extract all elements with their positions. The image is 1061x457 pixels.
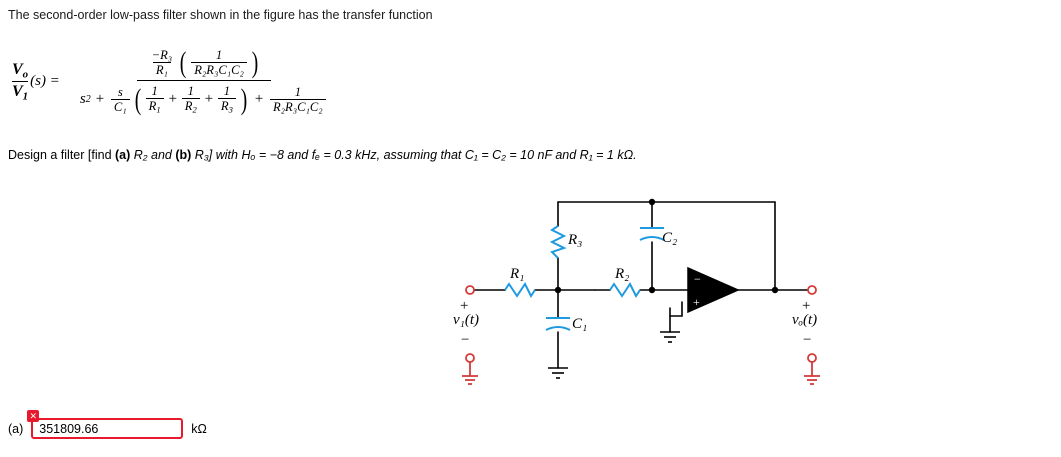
label-output-plus: +: [802, 298, 811, 314]
label-c1: C₁: [572, 316, 588, 332]
op-amp-inverting-label: −: [694, 272, 701, 286]
circuit-svg: [430, 190, 850, 400]
capacitor-c2: [640, 228, 664, 240]
den-inner-frac-3: $\frac{1}{R_3}$: [218, 84, 236, 116]
equation-left-side: [12, 61, 60, 102]
close-paren-numerator: ): [251, 45, 259, 79]
den-plus-2: +: [253, 91, 264, 108]
label-output-minus: −: [803, 332, 812, 348]
design-r3-text: R₃] with: [191, 148, 242, 162]
op-amp-noninverting-label: +: [693, 295, 700, 309]
close-paren-denominator: ): [240, 82, 248, 116]
input-terminal-top: [466, 286, 474, 294]
label-r3: R₃: [568, 232, 583, 248]
lhs-denominator: V: [12, 82, 23, 100]
equation-right-side: [70, 45, 338, 116]
numerator-frac-2: $\frac{1}{\text{R₂R₃C₁C₂}}$: [191, 48, 247, 78]
resistor-r1: [505, 284, 535, 296]
answer-input-a[interactable]: [31, 418, 183, 439]
label-input-minus: −: [461, 332, 470, 348]
open-paren-numerator: (: [179, 45, 187, 79]
circuit-diagram: [430, 190, 850, 400]
den-inner-frac-2: $\frac{1}{R_2}$: [182, 84, 200, 116]
den-term-s-exponent: 2: [85, 94, 91, 106]
equation-numerator: [137, 45, 271, 81]
error-icon: ✕: [27, 410, 39, 422]
open-paren-denominator: (: [134, 82, 141, 116]
resistor-r2: [610, 284, 640, 296]
output-terminal-top: [808, 286, 816, 294]
ground-symbols: [548, 332, 680, 378]
den-inner-frac-1: $\frac{1}{R_1}$: [146, 84, 164, 116]
answer-row: [8, 411, 207, 439]
label-vin: v₁(t): [453, 312, 480, 328]
design-r2-text: R₂ and: [130, 148, 176, 162]
label-c2: C₂: [662, 230, 678, 246]
capacitor-c1: [546, 318, 570, 330]
lhs-numerator-sub: o: [22, 68, 29, 81]
input-terminal-bottom: [462, 354, 478, 384]
design-prefix: Design a filter [find: [8, 148, 115, 162]
answer-unit: kΩ: [191, 421, 207, 436]
design-part-b-label: (b): [175, 148, 192, 162]
label-r1: R₁: [510, 266, 525, 282]
design-part-a-label: (a): [115, 148, 131, 162]
node-c2-top: [649, 199, 655, 205]
lhs-denominator-sub: 1: [22, 90, 29, 103]
wire-noninverting: [670, 302, 682, 316]
numerator-frac-1: $\frac{\text{−R₃}}{\text{R₁}}$: [151, 48, 173, 78]
design-caps-text: C₁ = C₂ = 10 nF and R₁ = 1 kΩ.: [464, 148, 637, 162]
equation-denominator: s 2 + $\frac{s}{\text{C₁}}$ ( $\frac{1}{R_1}$ + $\frac{1}{R_2}$ + $\frac{1}{R_3}$ ) + $\frac{1}{\text{R₂R₃C₁C₂}}$: [70, 81, 338, 116]
den-term-s: s: [79, 91, 86, 108]
denominator-frac-s-c1: $\frac{s}{\text{C₁}}$: [111, 85, 130, 115]
transfer-function-equation: [12, 45, 338, 116]
node-output: [772, 287, 778, 293]
design-ho-text: Hₒ = −8 and: [241, 148, 312, 162]
label-r2: R₂: [615, 266, 630, 282]
label-vout: vₒ(t): [792, 312, 818, 328]
prompt-text: The second-order low-pass filter shown in the figure has the transfer function: [8, 8, 433, 22]
denominator-last-frac: $\frac{1}{\text{R₂R₃C₁C₂}}$: [270, 85, 326, 115]
den-plus-1: +: [94, 91, 105, 108]
output-terminal-bottom: [804, 354, 820, 384]
label-input-plus: +: [460, 298, 469, 314]
design-question-text: [8, 148, 637, 162]
lhs-numerator: V: [12, 61, 23, 79]
design-fc-text: fₑ = 0.3 kHz, assuming that: [311, 148, 465, 162]
node-r2-c2: [649, 287, 655, 293]
node-r1-r2: [555, 287, 561, 293]
resistor-r3: [552, 226, 564, 258]
answer-part-label: (a): [8, 421, 24, 436]
answer-input-wrapper: [29, 411, 183, 439]
lhs-argument: (s) =: [30, 73, 60, 90]
